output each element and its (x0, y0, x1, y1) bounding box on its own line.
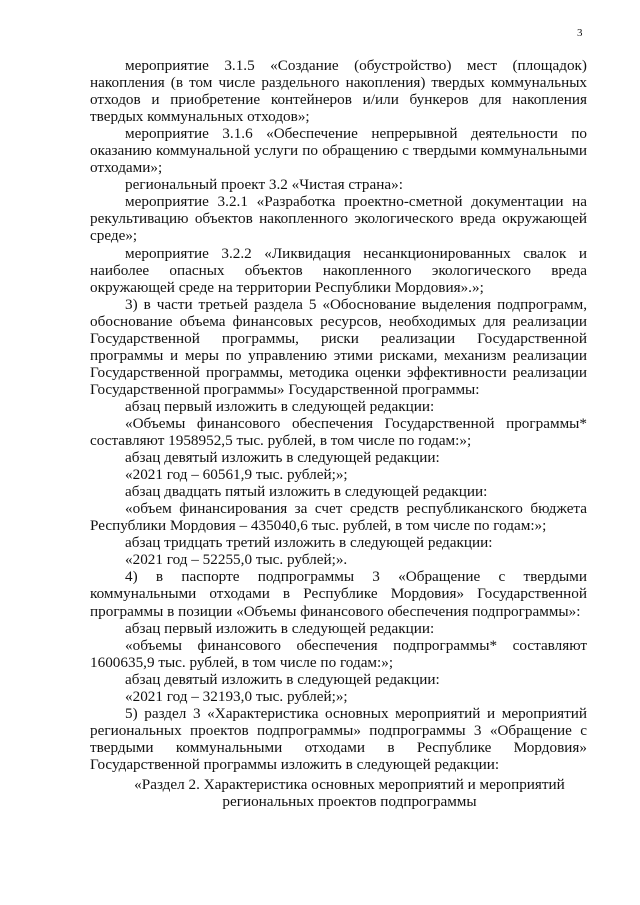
paragraph-instruction: абзац девятый изложить в следующей редакции: (125, 670, 440, 688)
section-heading-line-1: «Раздел 2. Характеристика основных мероприятий и мероприятий (134, 775, 565, 793)
paragraph-instruction: абзац двадцать пятый изложить в следующей редакции: (125, 483, 488, 501)
section-heading-line-2: региональных проектов подпрограммы (222, 793, 477, 811)
section-heading (90, 776, 587, 810)
paragraph-quote: «2021 год – 52255,0 тыс. рублей;». (125, 551, 348, 569)
paragraph-quote: «объемы финансового обеспечения подпрограммы* составляют 1600635,9 тыс. рублей, в том числе по годам:»; (90, 636, 587, 671)
paragraph-measure-3-1-5: мероприятие 3.1.5 «Создание (обустройство) мест (площадок) накопления (в том числе раздельного накопления) твердых коммунальных отходов и приобретение контейнеров и/или бункеров для накопления твердых коммунальных отходов»; (90, 57, 587, 126)
paragraph-measure-3-2-1: мероприятие 3.2.1 «Разработка проектно-сметной документации на рекультивацию объектов накопленного экологического вреда окружающей среде»; (90, 193, 587, 245)
paragraph-quote: «2021 год – 32193,0 тыс. рублей;»; (125, 687, 348, 705)
paragraph-item-5: 5) раздел 3 «Характеристика основных мероприятий и мероприятий региональных проектов подпрограммы» подпрограммы 3 «Обращение с твердыми коммунальными отходами в Республике Мордовия» Государственной программы изложить в следующей редакции: (90, 704, 587, 773)
paragraph-instruction: абзац девятый изложить в следующей редакции: (125, 449, 440, 467)
page-number: 3 (577, 27, 583, 39)
paragraph-item-3: 3) в части третьей раздела 5 «Обоснование выделения подпрограмм, обоснование объема финансовых ресурсов, необходимых для реализации Государственной программы, риски реализации Государственной программы и меры по управлению этими рисками, механизм реализации Государственной программы, методика оценки эффективности реализации Государственной программы» Государственной программы: (90, 295, 587, 398)
document-body (90, 57, 587, 810)
paragraph-quote: «объем финансирования за счет средств республиканского бюджета Республики Мордовия – 435040,6 тыс. рублей, в том числе по годам:»; (90, 500, 587, 535)
paragraph-instruction: абзац тридцать третий изложить в следующей редакции: (125, 534, 493, 552)
paragraph-instruction: абзац первый изложить в следующей редакции: (125, 619, 435, 637)
paragraph-quote: «2021 год – 60561,9 тыс. рублей;»; (125, 466, 348, 484)
paragraph-regional-project-3-2: региональный проект 3.2 «Чистая страна»: (125, 176, 403, 194)
paragraph-item-4: 4) в паспорте подпрограммы 3 «Обращение с твердыми коммунальными отходами в Республике Мордовия» Государственной программы в позиции «Объемы финансового обеспечения подпрограммы»: (90, 568, 587, 620)
paragraph-measure-3-1-6: мероприятие 3.1.6 «Обеспечение непрерывной деятельности по оказанию коммунальной услуги по обращению с твердыми коммунальными отходами»; (90, 125, 587, 177)
paragraph-instruction: абзац первый изложить в следующей редакции: (125, 397, 435, 415)
paragraph-measure-3-2-2: мероприятие 3.2.2 «Ликвидация несанкционированных свалок и наиболее опасных объектов накопленного экологического вреда окружающей среде на территории Республики Мордовия».»; (90, 244, 587, 296)
paragraph-quote: «Объемы финансового обеспечения Государственной программы* составляют 1958952,5 тыс. рублей, в том числе по годам:»; (90, 414, 587, 450)
